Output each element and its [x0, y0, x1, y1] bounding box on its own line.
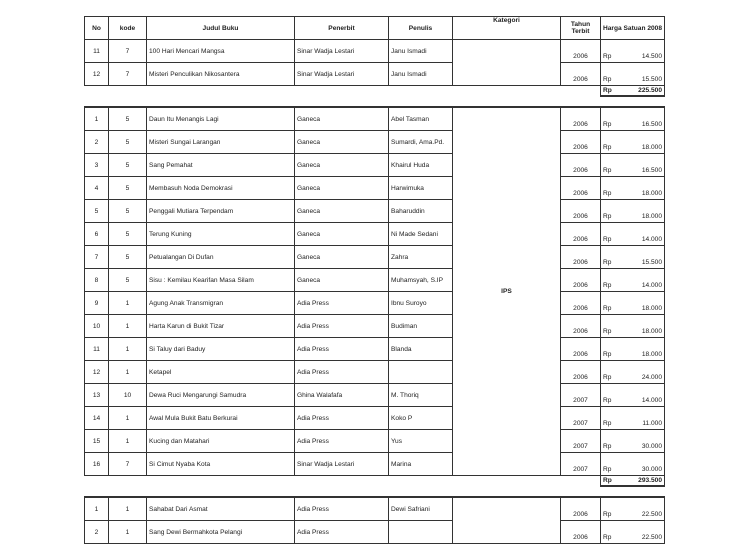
table-row: [85, 292, 665, 315]
cell-kode: 10: [109, 384, 147, 407]
cell-judul: Penggali Mutiara Terpendam: [147, 200, 295, 223]
cell-penulis: Janu Ismadi: [389, 63, 453, 86]
group-total-row: [85, 476, 665, 487]
cell-penerbit: Sinar Wadja Lestari: [295, 63, 389, 86]
cell-penulis: Muhamsyah, S.IP: [389, 269, 453, 292]
cell-penerbit: Ganeca: [295, 246, 389, 269]
cell-tahun: 2006: [561, 200, 601, 223]
cell-kode: 1: [109, 315, 147, 338]
cell-penerbit: Sinar Wadja Lestari: [295, 40, 389, 63]
cell-currency: Rp: [601, 107, 623, 131]
table-row: [85, 131, 665, 154]
total-currency: Rp: [601, 86, 623, 97]
cell-penulis: Baharuddin: [389, 200, 453, 223]
cell-judul: Harta Karun di Bukit Tizar: [147, 315, 295, 338]
cell-judul: Sisu : Kemilau Kearifan Masa Silam: [147, 269, 295, 292]
cell-penerbit: Ganeca: [295, 200, 389, 223]
cell-penerbit: Adia Press: [295, 407, 389, 430]
book-price-table: [84, 16, 665, 544]
cell-tahun: 2007: [561, 430, 601, 453]
cell-harga: 22.500: [623, 497, 665, 521]
cell-judul: Terung Kuning: [147, 223, 295, 246]
table-row: [85, 154, 665, 177]
cell-currency: Rp: [601, 269, 623, 292]
cell-judul: Sang Pemahat: [147, 154, 295, 177]
cell-tahun: 2007: [561, 384, 601, 407]
header-penulis: Penulis: [389, 17, 453, 40]
table-row: [85, 223, 665, 246]
cell-currency: Rp: [601, 315, 623, 338]
table-row: [85, 200, 665, 223]
table-row: [85, 177, 665, 200]
cell-penulis: Ibnu Suroyo: [389, 292, 453, 315]
cell-harga: 18.000: [623, 177, 665, 200]
cell-judul: Membasuh Noda Demokrasi: [147, 177, 295, 200]
cell-harga: 14.500: [623, 40, 665, 63]
table-row: [85, 269, 665, 292]
table-row: [85, 315, 665, 338]
cell-penulis: Ni Made Sedani: [389, 223, 453, 246]
cell-judul: Ketapel: [147, 361, 295, 384]
cell-no: 11: [85, 338, 109, 361]
cell-tahun: 2006: [561, 63, 601, 86]
cell-judul: Misteri Sungai Larangan: [147, 131, 295, 154]
table-row: [85, 107, 665, 131]
table-header: [85, 17, 665, 40]
cell-currency: Rp: [601, 200, 623, 223]
cell-currency: Rp: [601, 246, 623, 269]
total-currency: Rp: [601, 476, 623, 487]
cell-penerbit: Adia Press: [295, 292, 389, 315]
cell-penulis: Budiman: [389, 315, 453, 338]
cell-harga: 18.000: [623, 338, 665, 361]
cell-no: 11: [85, 40, 109, 63]
cell-penulis: [389, 361, 453, 384]
cell-penulis: Dewi Safriani: [389, 497, 453, 521]
cell-kode: 1: [109, 430, 147, 453]
group-total-row: [85, 86, 665, 97]
cell-penerbit: Ghina Walafafa: [295, 384, 389, 407]
table-row: [85, 407, 665, 430]
cell-no: 9: [85, 292, 109, 315]
cell-judul: Misteri Penculikan Nikosantera: [147, 63, 295, 86]
header-kode: kode: [109, 17, 147, 40]
cell-tahun: 2007: [561, 453, 601, 476]
cell-harga: 11.000: [623, 407, 665, 430]
cell-penulis: Blanda: [389, 338, 453, 361]
cell-penerbit: Ganeca: [295, 154, 389, 177]
cell-no: 7: [85, 246, 109, 269]
table-row: [85, 63, 665, 86]
cell-currency: Rp: [601, 292, 623, 315]
cell-harga: 18.000: [623, 131, 665, 154]
cell-tahun: 2006: [561, 223, 601, 246]
cell-harga: 14.000: [623, 269, 665, 292]
cell-penulis: Yus: [389, 430, 453, 453]
cell-currency: Rp: [601, 131, 623, 154]
cell-no: 1: [85, 497, 109, 521]
cell-kode: 1: [109, 521, 147, 544]
cell-kategori: [453, 40, 561, 86]
cell-no: 4: [85, 177, 109, 200]
cell-judul: Si Cimut Nyaba Kota: [147, 453, 295, 476]
cell-no: 6: [85, 223, 109, 246]
cell-no: 8: [85, 269, 109, 292]
table-row: [85, 384, 665, 407]
cell-no: 12: [85, 63, 109, 86]
cell-penulis: M. Thoriq: [389, 384, 453, 407]
cell-penerbit: Adia Press: [295, 521, 389, 544]
cell-penerbit: Ganeca: [295, 223, 389, 246]
cell-tahun: 2006: [561, 107, 601, 131]
cell-penulis: Harwimuka: [389, 177, 453, 200]
cell-currency: Rp: [601, 177, 623, 200]
cell-judul: Dewa Ruci Mengarungi Samudra: [147, 384, 295, 407]
cell-kode: 1: [109, 407, 147, 430]
cell-penerbit: Ganeca: [295, 269, 389, 292]
cell-penerbit: Adia Press: [295, 315, 389, 338]
table-row: [85, 246, 665, 269]
cell-judul: Daun Itu Menangis Lagi: [147, 107, 295, 131]
cell-harga: 16.500: [623, 154, 665, 177]
cell-currency: Rp: [601, 497, 623, 521]
cell-harga: 30.000: [623, 430, 665, 453]
cell-harga: 14.000: [623, 223, 665, 246]
cell-currency: Rp: [601, 521, 623, 544]
cell-kode: 7: [109, 40, 147, 63]
header-judul: Judul Buku: [147, 17, 295, 40]
cell-penerbit: Sinar Wadja Lestari: [295, 453, 389, 476]
header-kategori: Kategori: [453, 17, 561, 40]
cell-kode: 5: [109, 177, 147, 200]
cell-currency: Rp: [601, 63, 623, 86]
cell-penulis: Janu Ismadi: [389, 40, 453, 63]
cell-no: 3: [85, 154, 109, 177]
cell-kode: 1: [109, 497, 147, 521]
cell-harga: 24.000: [623, 361, 665, 384]
cell-tahun: 2006: [561, 292, 601, 315]
cell-penerbit: Adia Press: [295, 338, 389, 361]
cell-currency: Rp: [601, 154, 623, 177]
cell-tahun: 2006: [561, 361, 601, 384]
cell-judul: Sang Dewi Bermahkota Pelangi: [147, 521, 295, 544]
cell-currency: Rp: [601, 338, 623, 361]
cell-currency: Rp: [601, 430, 623, 453]
cell-tahun: 2006: [561, 154, 601, 177]
cell-penerbit: Ganeca: [295, 177, 389, 200]
cell-harga: 16.500: [623, 107, 665, 131]
cell-judul: Sahabat Dari Asmat: [147, 497, 295, 521]
group-total: 225.500: [623, 86, 665, 97]
cell-tahun: 2006: [561, 338, 601, 361]
cell-tahun: 2006: [561, 521, 601, 544]
cell-harga: 30.000: [623, 453, 665, 476]
cell-penerbit: Adia Press: [295, 497, 389, 521]
header-no: No: [85, 17, 109, 40]
table-row: [85, 497, 665, 521]
cell-penulis: Khairul Huda: [389, 154, 453, 177]
cell-judul: Petualangan Di Dufan: [147, 246, 295, 269]
table-row: [85, 40, 665, 63]
cell-tahun: 2007: [561, 407, 601, 430]
cell-currency: Rp: [601, 223, 623, 246]
cell-kode: 5: [109, 154, 147, 177]
cell-tahun: 2006: [561, 269, 601, 292]
group-spacer: [85, 96, 665, 107]
total-spacer: [85, 476, 601, 487]
header-harga: Harga Satuan 2008: [601, 17, 665, 40]
cell-kode: 7: [109, 453, 147, 476]
cell-kategori: IPS: [453, 107, 561, 476]
cell-judul: 100 Hari Mencari Mangsa: [147, 40, 295, 63]
cell-tahun: 2006: [561, 131, 601, 154]
cell-currency: Rp: [601, 384, 623, 407]
cell-kode: 7: [109, 63, 147, 86]
cell-penerbit: Adia Press: [295, 361, 389, 384]
cell-harga: 18.000: [623, 292, 665, 315]
cell-currency: Rp: [601, 407, 623, 430]
cell-harga: 15.500: [623, 63, 665, 86]
cell-harga: 15.500: [623, 246, 665, 269]
cell-kode: 5: [109, 269, 147, 292]
cell-penulis: Koko P: [389, 407, 453, 430]
cell-tahun: 2006: [561, 177, 601, 200]
cell-harga: 22.500: [623, 521, 665, 544]
cell-kode: 1: [109, 361, 147, 384]
cell-harga: 14.000: [623, 384, 665, 407]
cell-kategori: [453, 497, 561, 544]
cell-tahun: 2006: [561, 315, 601, 338]
cell-no: 2: [85, 521, 109, 544]
header-penerbit: Penerbit: [295, 17, 389, 40]
cell-currency: Rp: [601, 453, 623, 476]
table-row: [85, 338, 665, 361]
cell-penerbit: Adia Press: [295, 430, 389, 453]
group-total: 293.500: [623, 476, 665, 487]
cell-no: 10: [85, 315, 109, 338]
cell-no: 14: [85, 407, 109, 430]
cell-penulis: Abel Tasman: [389, 107, 453, 131]
cell-kode: 5: [109, 246, 147, 269]
cell-penerbit: Ganeca: [295, 107, 389, 131]
cell-judul: Awal Mula Bukit Batu Berkurai: [147, 407, 295, 430]
cell-judul: Agung Anak Transmigran: [147, 292, 295, 315]
cell-penulis: Marina: [389, 453, 453, 476]
group-spacer: [85, 486, 665, 497]
cell-judul: Kucing dan Matahari: [147, 430, 295, 453]
cell-no: 16: [85, 453, 109, 476]
table-row: [85, 361, 665, 384]
cell-no: 15: [85, 430, 109, 453]
cell-kode: 1: [109, 338, 147, 361]
cell-no: 1: [85, 107, 109, 131]
table-row: [85, 430, 665, 453]
cell-no: 12: [85, 361, 109, 384]
cell-tahun: 2006: [561, 40, 601, 63]
cell-penerbit: Ganeca: [295, 131, 389, 154]
cell-kode: 5: [109, 200, 147, 223]
cell-penulis: Sumardi, Ama.Pd.: [389, 131, 453, 154]
header-tahun: Tahun Terbit: [561, 17, 601, 40]
cell-no: 5: [85, 200, 109, 223]
cell-currency: Rp: [601, 361, 623, 384]
cell-kode: 5: [109, 131, 147, 154]
cell-penulis: [389, 521, 453, 544]
cell-tahun: 2006: [561, 246, 601, 269]
total-spacer: [85, 86, 601, 97]
cell-kode: 1: [109, 292, 147, 315]
cell-currency: Rp: [601, 40, 623, 63]
cell-harga: 18.000: [623, 315, 665, 338]
cell-no: 13: [85, 384, 109, 407]
cell-tahun: 2006: [561, 497, 601, 521]
cell-harga: 18.000: [623, 200, 665, 223]
table-row: [85, 453, 665, 476]
table-row: [85, 521, 665, 544]
cell-kode: 5: [109, 107, 147, 131]
cell-judul: Si Taluy dari Baduy: [147, 338, 295, 361]
cell-kode: 5: [109, 223, 147, 246]
cell-no: 2: [85, 131, 109, 154]
cell-penulis: Zahra: [389, 246, 453, 269]
